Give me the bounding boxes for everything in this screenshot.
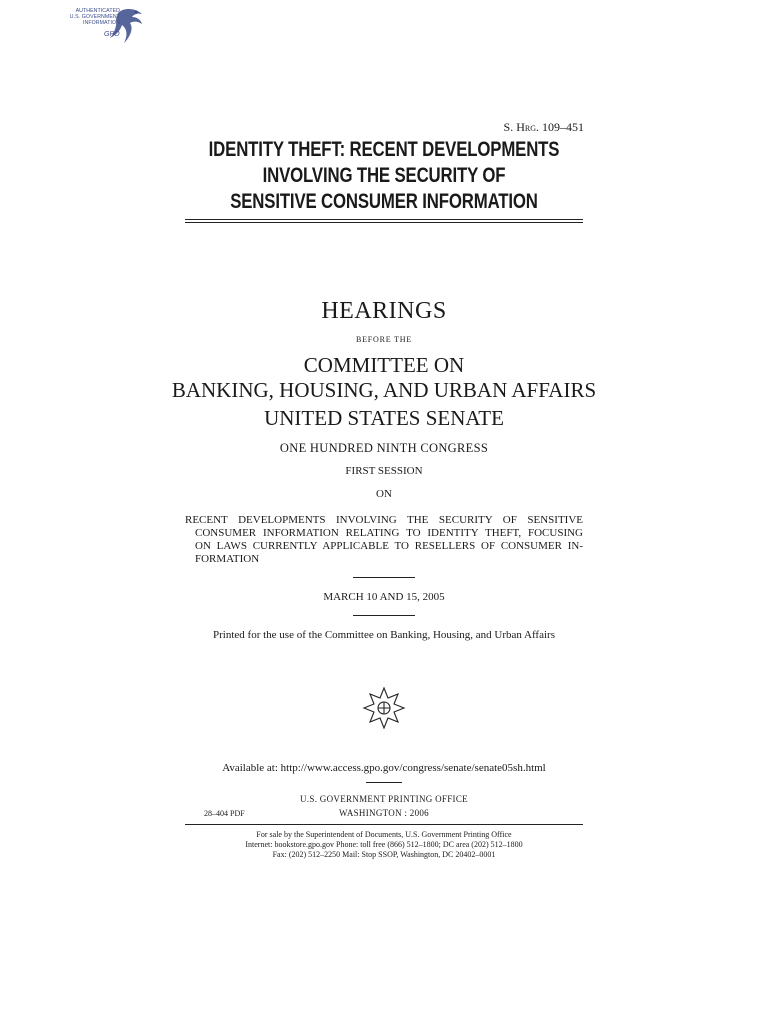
title-rule-bottom (185, 222, 583, 223)
before-the-label: BEFORE THE (355, 335, 413, 344)
hearing-subject (185, 514, 583, 566)
seal-line-information: INFORMATION (82, 20, 120, 26)
sale-notice-line-2: Internet: bookstore.gpo.gov Phone: toll free (866) 512–1800; DC area (202) 512–1800 (245, 840, 523, 849)
chamber-name: UNITED STATES SENATE (264, 406, 504, 430)
sale-notice-line-3: Fax: (202) 512–2250 Mail: Stop SSOP, Washington, DC 20402–0001 (272, 850, 496, 859)
available-rule (366, 782, 402, 783)
seal-text (64, 8, 120, 26)
title-line-3: SENSITIVE CONSUMER INFORMATION (230, 190, 538, 213)
title-rule-top (185, 219, 583, 220)
hearing-prefix: S. (503, 120, 517, 134)
printing-office: U.S. GOVERNMENT PRINTING OFFICE (300, 794, 468, 804)
seal-line-government: U.S. GOVERNMENT (69, 14, 120, 20)
hearing-dates: MARCH 10 AND 15, 2005 (323, 591, 445, 603)
dates-rule-bottom (353, 615, 415, 616)
hearings-heading: HEARINGS (321, 298, 447, 324)
seal-line-authenticated: AUTHENTICATED (75, 8, 120, 14)
dates-rule-top (353, 577, 415, 578)
hearing-number (470, 120, 584, 135)
session-label: FIRST SESSION (345, 465, 423, 477)
subject-line-3: ON LAWS CURRENTLY APPLICABLE TO RESELLERS OF CONSUMER IN- (195, 540, 583, 552)
publisher-rule (185, 824, 583, 825)
title-line-1: IDENTITY THEFT: RECENT DEVELOPMENTS (208, 138, 560, 161)
gpo-eagle-seal-icon (58, 5, 148, 49)
on-label: ON (376, 488, 392, 500)
hearing-hrg: Hrg. (516, 120, 539, 134)
document-title (77, 137, 691, 215)
title-line-2: INVOLVING THE SECURITY OF (262, 164, 506, 187)
pdf-number: 28–404 PDF (204, 809, 245, 818)
subject-line-2: CONSUMER INFORMATION RELATING TO IDENTITY THEFT, FOCUSING (195, 527, 583, 539)
eagle-ornament-icon (362, 686, 406, 730)
sale-notice (0, 830, 768, 860)
committee-name: BANKING, HOUSING, AND URBAN AFFAIRS (171, 378, 597, 402)
hearing-number-value: 109–451 (539, 120, 584, 134)
subject-line-1: RECENT DEVELOPMENTS INVOLVING THE SECURITY OF SENSITIVE (185, 514, 583, 526)
sale-notice-line-1: For sale by the Superintendent of Documents, U.S. Government Printing Office (256, 830, 512, 839)
available-at-url: Available at: http://www.access.gpo.gov/congress/senate/senate05sh.html (222, 762, 546, 774)
subject-line-4: FORMATION (195, 553, 260, 565)
committee-on-label: COMMITTEE ON (303, 353, 465, 377)
city-year: WASHINGTON : 2006 (339, 808, 429, 818)
congress-label: ONE HUNDRED NINTH CONGRESS (279, 441, 489, 455)
seal-gpo-label: GPO (104, 31, 120, 38)
printed-for-note: Printed for the use of the Committee on Banking, Housing, and Urban Affairs (213, 629, 555, 641)
